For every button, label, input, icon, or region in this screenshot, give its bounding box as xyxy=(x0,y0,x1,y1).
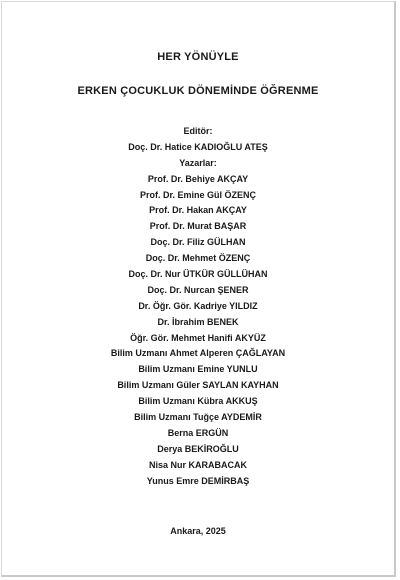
book-page xyxy=(1,1,396,577)
author-name: Dr. Öğr. Gör. Kadriye YILDIZ xyxy=(138,300,258,311)
author-name: Prof. Dr. Murat BAŞAR xyxy=(149,221,247,232)
author-name: Derya BEKİROĞLU xyxy=(157,443,239,454)
author-name: Prof. Dr. Emine Gül ÖZENÇ xyxy=(139,189,256,200)
author-name: Prof. Dr. Behiye AKÇAY xyxy=(147,173,249,184)
author-name: Doç. Dr. Nur ÜTKÜR GÜLLÜHAN xyxy=(128,269,268,280)
author-name: Prof. Dr. Hakan AKÇAY xyxy=(149,205,247,216)
author-name: Bilim Uzmanı Ahmet Alperen ÇAĞLAYAN xyxy=(110,348,286,359)
editor-name: Doç. Dr. Hatice KADIOĞLU ATEŞ xyxy=(128,141,268,152)
author-name: Bilim Uzmanı Emine YUNLU xyxy=(138,364,258,375)
title-block xyxy=(2,50,394,98)
book-title-line-1: HER YÖNÜYLE xyxy=(157,51,239,63)
author-name: Bilim Uzmanı Güler SAYLAN KAYHAN xyxy=(117,380,279,391)
editor-label: Editör: xyxy=(183,126,213,136)
author-name: Bilim Uzmanı Kübra AKKUŞ xyxy=(138,396,258,407)
author-name: Bilim Uzmanı Tuğçe AYDEMİR xyxy=(134,412,262,423)
author-name: Doç. Dr. Nurcan ŞENER xyxy=(147,284,249,295)
authors-label: Yazarlar: xyxy=(179,157,217,168)
author-name: Yunus Emre DEMİRBAŞ xyxy=(146,475,250,486)
author-name: Doç. Dr. Mehmet ÖZENÇ xyxy=(145,253,251,264)
imprint-footer xyxy=(2,524,394,540)
book-title-line-2: ERKEN ÇOCUKLUK DÖNEMİNDE ÖĞRENME xyxy=(77,85,319,97)
place-and-year: Ankara, 2025 xyxy=(170,526,226,536)
author-name: Doç. Dr. Filiz GÜLHAN xyxy=(150,237,246,248)
author-name: Dr. İbrahim BENEK xyxy=(157,316,239,327)
author-name: Berna ERGÜN xyxy=(167,427,229,438)
author-name: Öğr. Gör. Mehmet Hanifi AKYÜZ xyxy=(130,332,266,343)
author-name: Nisa Nur KARABACAK xyxy=(148,459,247,470)
contributors-block xyxy=(2,124,394,489)
